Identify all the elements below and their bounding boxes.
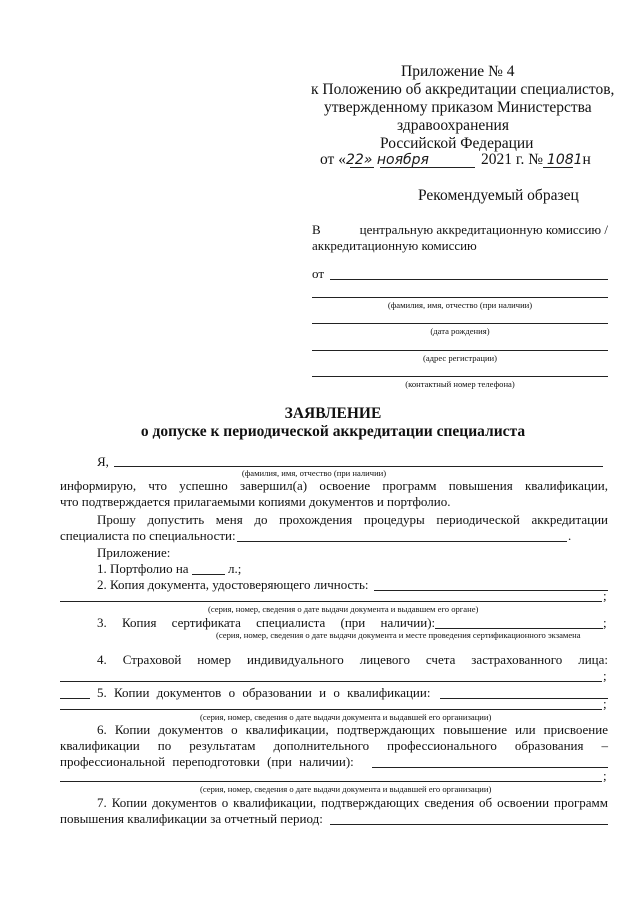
i-label: Я, — [97, 454, 109, 469]
caption-fio: (фамилия, имя, отчество (при наличии) — [241, 468, 387, 478]
name-line — [312, 297, 608, 298]
caption-edu: (серия, номер, сведения о дате выдачи документа и выдавшей его организации) — [200, 712, 492, 722]
caption-address: (адрес регистрации) — [422, 353, 498, 363]
caption-cert: (серия, номер, сведения о дате выдачи документа и месте проведения сертификационного экзамена — [216, 630, 581, 640]
recommended-sample: Рекомендуемый образец — [418, 187, 579, 204]
from-label: от — [312, 266, 325, 281]
caption-name: (фамилия, имя, отчество (при наличии) — [387, 300, 533, 310]
addressee-commission: центральную аккредитационную комиссию / — [359, 222, 608, 237]
item-3: 3. Копия сертификата специалиста (при наличии): — [97, 615, 436, 630]
semicolon: ; — [603, 696, 607, 711]
date-year: 2021 г. № — [481, 151, 544, 168]
addressee-to: В — [312, 222, 321, 237]
date-day: 22 — [345, 152, 364, 168]
appendix-number: Приложение № 4 — [401, 63, 515, 80]
phone-line — [312, 376, 608, 377]
request-end: . — [568, 528, 572, 543]
item-7-line-2: повышения квалификации за отчетный период: — [60, 811, 323, 826]
semicolon: ; — [603, 668, 607, 683]
semicolon: ; — [603, 588, 607, 603]
edu-line-1 — [440, 698, 608, 699]
qual-line-1 — [372, 767, 608, 768]
item-4: 4. Страховой номер индивидуального лицевого счета застрахованного лица: — [97, 652, 608, 667]
period-line — [330, 824, 608, 825]
item-5-prefix-line — [60, 698, 90, 699]
fio-line — [114, 466, 603, 467]
snils-line — [60, 681, 602, 682]
semicolon: ; — [603, 768, 607, 783]
date-month: » ноября — [363, 152, 429, 168]
inform-text-1: информирую, что успешно завершил(а) освоение программ повышения квалификации, — [60, 478, 608, 493]
birth-line — [312, 323, 608, 324]
address-line — [312, 350, 608, 351]
id-doc-line-2 — [60, 601, 602, 602]
portfolio-pages-line — [192, 574, 225, 575]
item-2: 2. Копия документа, удостоверяющего личность: — [97, 577, 369, 592]
item-1: 1. Портфолио на — [97, 561, 189, 576]
request-text-1: Прошу допустить меня до прохождения процедуры периодической аккредитации — [97, 512, 608, 527]
caption-id: (серия, номер, сведения о дате выдачи документа и выдавшем его органе) — [208, 604, 479, 614]
document-subtitle: о допуске к периодической аккредитации специалиста — [140, 423, 526, 440]
document-title: ЗАЯВЛЕНИЕ — [284, 405, 382, 422]
item-7-line-1: 7. Копии документов о квалификации, подтверждающих сведения об освоении программ — [97, 795, 608, 810]
id-doc-line-1 — [374, 590, 608, 591]
date-prefix: от « — [320, 151, 346, 168]
order-number — [481, 151, 591, 169]
date-day-underline — [350, 167, 374, 168]
caption-phone: (контактный номер телефона) — [405, 379, 515, 389]
caption-birth: (дата рождения) — [430, 326, 490, 336]
header-line: к Положению об аккредитации специалистов, — [311, 81, 615, 98]
order-suffix: н — [582, 151, 591, 168]
request-text-2: специалиста по специальности: — [60, 528, 236, 543]
order-underline — [543, 167, 573, 168]
order-no: 1081 — [546, 152, 583, 168]
date-month-underline — [380, 167, 475, 168]
cert-line — [435, 628, 603, 629]
header-line: утвержденному приказом Министерства — [324, 99, 592, 116]
edu-line-2 — [60, 709, 602, 710]
item-6-line-3: профессиональной переподготовки (при наличии): — [60, 754, 354, 769]
from-line — [330, 279, 608, 280]
specialty-line — [237, 541, 567, 542]
caption-qual: (серия, номер, сведения о дате выдачи документа и выдавшей его организации) — [200, 784, 492, 794]
semicolon: ; — [603, 615, 607, 630]
item-6-line-2: квалификации по результатам дополнительного профессионального образования – — [60, 738, 608, 753]
item-5: 5. Копии документов о образовании и о квалификации: — [97, 685, 431, 700]
header-line: Российской Федерации — [380, 135, 534, 152]
item-1-end: л.; — [228, 561, 242, 576]
inform-text-2: что подтверждается прилагаемыми копиями документов и портфолио. — [60, 494, 451, 509]
appendix-label: Приложение: — [97, 545, 171, 560]
qual-line-2 — [60, 781, 602, 782]
addressee-commission-2: аккредитационную комиссию — [312, 238, 477, 253]
item-6-line-1: 6. Копии документов о квалификации, подтверждающих повышение или присвоение — [97, 722, 608, 737]
header-line: здравоохранения — [397, 117, 509, 134]
